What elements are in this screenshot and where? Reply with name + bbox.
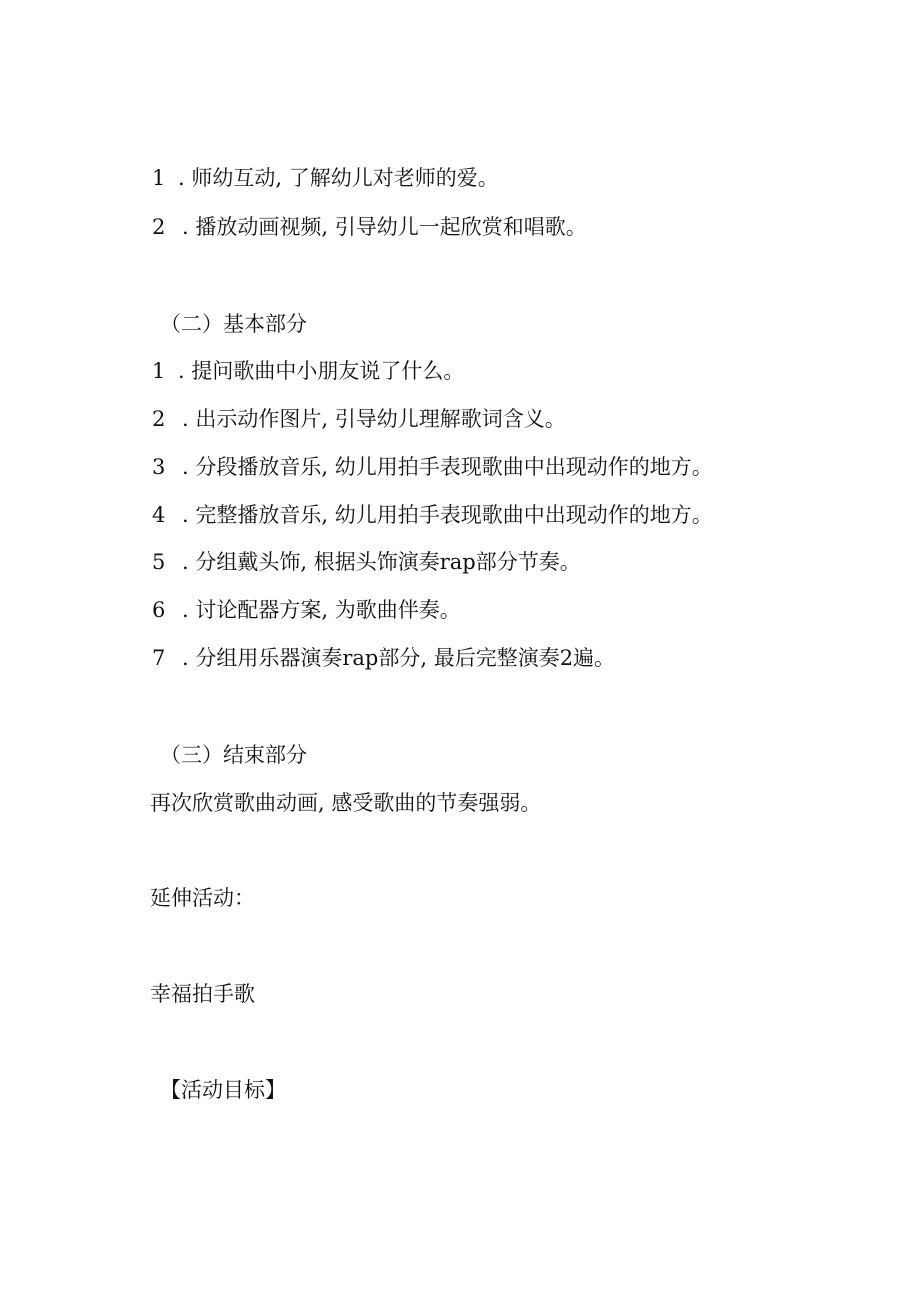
section-3-heading: （三）结束部分 [160,743,307,767]
item-number: 1 [152,359,166,383]
intro-item-1 [152,165,499,191]
item-number: 4 [152,503,166,527]
section-3-text: 再次欣赏歌曲动画, 感受歌曲的节奏强弱。 [150,791,542,815]
item-text: . 分组用乐器演奏rap部分, 最后完整演奏2遍。 [182,646,616,670]
song-title: 幸福拍手歌 [150,982,255,1006]
extension-label: 延伸活动： [150,886,255,910]
item-text: . 分段播放音乐, 幼儿用拍手表现歌曲中出现动作的地方。 [182,455,713,479]
objectives-heading: 【活动目标】 [160,1078,286,1102]
item-number: 6 [152,598,166,622]
item-number: 2 [152,407,166,431]
section-2-item-2 [152,406,566,432]
item-number: 7 [152,646,166,670]
intro-item-2 [152,214,587,240]
item-text: . 讨论配器方案, 为歌曲伴奏。 [182,598,461,622]
section-2-item-6 [152,597,461,623]
section-2-heading: （二）基本部分 [160,312,307,336]
item-text: . 分组戴头饰, 根据头饰演奏rap部分节奏。 [182,550,581,574]
item-text: . 播放动画视频, 引导幼儿一起欣赏和唱歌。 [182,215,587,239]
item-number: 2 [152,215,166,239]
section-2-item-5 [152,549,581,575]
item-text: . 完整播放音乐, 幼儿用拍手表现歌曲中出现动作的地方。 [182,503,713,527]
section-2-item-1 [152,358,464,384]
section-2-item-3 [152,454,713,480]
item-number: 1 [152,166,166,190]
item-text: . 出示动作图片, 引导幼儿理解歌词含义。 [182,407,566,431]
section-2-item-7 [152,645,615,671]
section-2-item-4 [152,502,713,528]
item-number: 5 [152,550,166,574]
item-number: 3 [152,455,166,479]
item-text: . 师幼互动, 了解幼儿对老师的爱。 [178,166,499,190]
item-text: . 提问歌曲中小朋友说了什么。 [178,359,465,383]
